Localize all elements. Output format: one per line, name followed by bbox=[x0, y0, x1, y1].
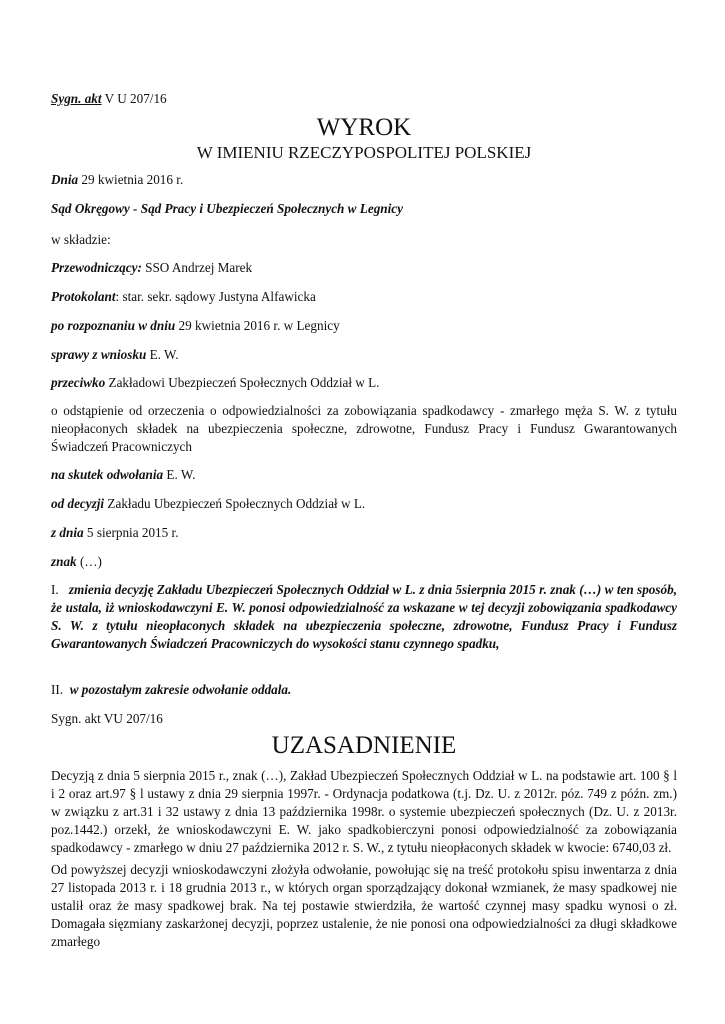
hearing bbox=[51, 317, 340, 334]
case-applicant bbox=[51, 346, 179, 363]
respondent-value: Zakładowi Ubezpieczeń Społecznych Oddział w L. bbox=[105, 375, 380, 390]
ruling-item-1-text: zmienia decyzję Zakładu Ubezpieczeń Społecznych Oddział w L. z dnia 5sierpnia 2015 r. znak (…) w ten sposób, że ustala, iż wnioskodawczyni E. W. ponosi odpowiedzialność za wskazane w tej decyzji zobowiązania spadkodawcy S. W. z tytułu nieopłaconych składek na ubezpieczenia społeczne, zdrowotne, Fundusz Pracy i Fundusz Gwarantowanych Świadczeń Pracowniczych do wysokości stanu czynnego spadku, bbox=[51, 582, 677, 651]
court-name: Sąd Okręgowy - Sąd Pracy i Ubezpieczeń Społecznych w Legnicy bbox=[51, 201, 403, 216]
case-signature bbox=[51, 90, 167, 107]
respondent bbox=[51, 374, 379, 391]
justification-paragraph-2: Od powyższej decyzji wnioskodawczyni złożyła odwołanie, powołując się na treść protokołu spisu inwentarza z dnia 27 listopada 2013 r. i 18 grudnia 2013 r., w których organ sporządzający dokonał wzmianek, że masy spadkowej nie ustalił oraz że masy spadkowej brak. Na tej postawie stwierdziła, że wartość czynnej masy spadku wynosi o zł. Domagała sięzmiany zaskarżonej decyzji, poprzez ustalenie, że nie ponosi ona odpowiedzialności za długi składkowe zmarłego bbox=[51, 862, 677, 949]
ruling-date-label: Dnia bbox=[51, 172, 79, 187]
appeal-label: na skutek odwołania bbox=[51, 467, 164, 482]
decision-mark-label: znak bbox=[51, 554, 77, 569]
justification-title: UZASADNIENIE bbox=[271, 732, 457, 759]
decision-label: od decyzji bbox=[51, 496, 105, 511]
hearing-label: po rozpoznaniu w dniu bbox=[51, 318, 176, 333]
hearing-value: 29 kwietnia 2016 r. w Legnicy bbox=[175, 318, 340, 333]
ruling-item-2-text: w pozostałym zakresie odwołanie oddala. bbox=[69, 682, 292, 697]
ruling-item-2 bbox=[51, 681, 291, 698]
decision-mark-value: (…) bbox=[76, 554, 102, 569]
justification-signature: Sygn. akt VU 207/16 bbox=[51, 711, 163, 726]
appeal-value: E. W. bbox=[163, 467, 196, 482]
clerk bbox=[51, 288, 316, 305]
case-signature-label: Sygn. akt bbox=[51, 91, 102, 106]
ruling-date-value: 29 kwietnia 2016 r. bbox=[78, 172, 184, 187]
ruling-item-2-number: II. bbox=[51, 682, 64, 697]
decision-date-label: z dnia bbox=[51, 525, 84, 540]
decision-value: Zakładu Ubezpieczeń Społecznych Oddział w L. bbox=[104, 496, 366, 511]
composition-label: w składzie: bbox=[51, 232, 111, 247]
decision-mark bbox=[51, 553, 102, 570]
chairman-label: Przewodniczący: bbox=[51, 260, 142, 275]
ruling-item-1 bbox=[51, 581, 677, 653]
appeal bbox=[51, 466, 195, 483]
clerk-label: Protokolant bbox=[51, 289, 116, 304]
document-subtitle: W IMIENIU RZECZYPOSPOLITEJ POLSKIEJ bbox=[196, 143, 532, 162]
decision bbox=[51, 495, 365, 512]
case-applicant-value: E. W. bbox=[146, 347, 179, 362]
respondent-label: przeciwko bbox=[51, 375, 106, 390]
ruling-item-1-number: I. bbox=[51, 582, 59, 597]
decision-date-value: 5 sierpnia 2015 r. bbox=[83, 525, 179, 540]
case-applicant-label: sprawy z wniosku bbox=[51, 347, 147, 362]
ruling-date bbox=[51, 171, 183, 188]
justification-paragraph-1: Decyzją z dnia 5 sierpnia 2015 r., znak (…), Zakład Ubezpieczeń Społecznych Oddział w L. na podstawie art. 100 § l i 2 oraz art.97 § l ustawy z dnia 29 sierpnia 1997r. - Ordynacja podatkowa (t.j. Dz. U. z 2012r. póz. 749 z późn. zm.) w związku z art.31 i 32 ustawy z dnia 13 października 1998r. o systemie ubezpieczeń społecznych (Dz. U. z 2013r. poz.1442.) orzekł, że wnioskodawczyni E. W. jako spadkobierczyni ponosi odpowiedzialność za zobowiązania spadkodawcy - zmarłego w dniu 27 października 2012 r. S. W., z tytułu nieopłaconych składek w kwocie: 6740,03 zł. bbox=[51, 768, 677, 855]
decision-date bbox=[51, 524, 179, 541]
case-subject: o odstąpienie od orzeczenia o odpowiedzialności za zobowiązania spadkodawcy - zmarłego męża S. W. z tytułu nieopłaconych składek na ubezpieczenia społeczne, zdrowotne, Fundusz Pracy i Fundusz Gwarantowanych Świadczeń Pracowniczych bbox=[51, 403, 677, 454]
chairman-value: SSO Andrzej Marek bbox=[141, 260, 253, 275]
case-signature-value: V U 207/16 bbox=[101, 91, 167, 106]
clerk-value: : star. sekr. sądowy Justyna Alfawicka bbox=[115, 289, 316, 304]
chairman bbox=[51, 259, 252, 276]
document-title: WYROK bbox=[316, 114, 412, 141]
